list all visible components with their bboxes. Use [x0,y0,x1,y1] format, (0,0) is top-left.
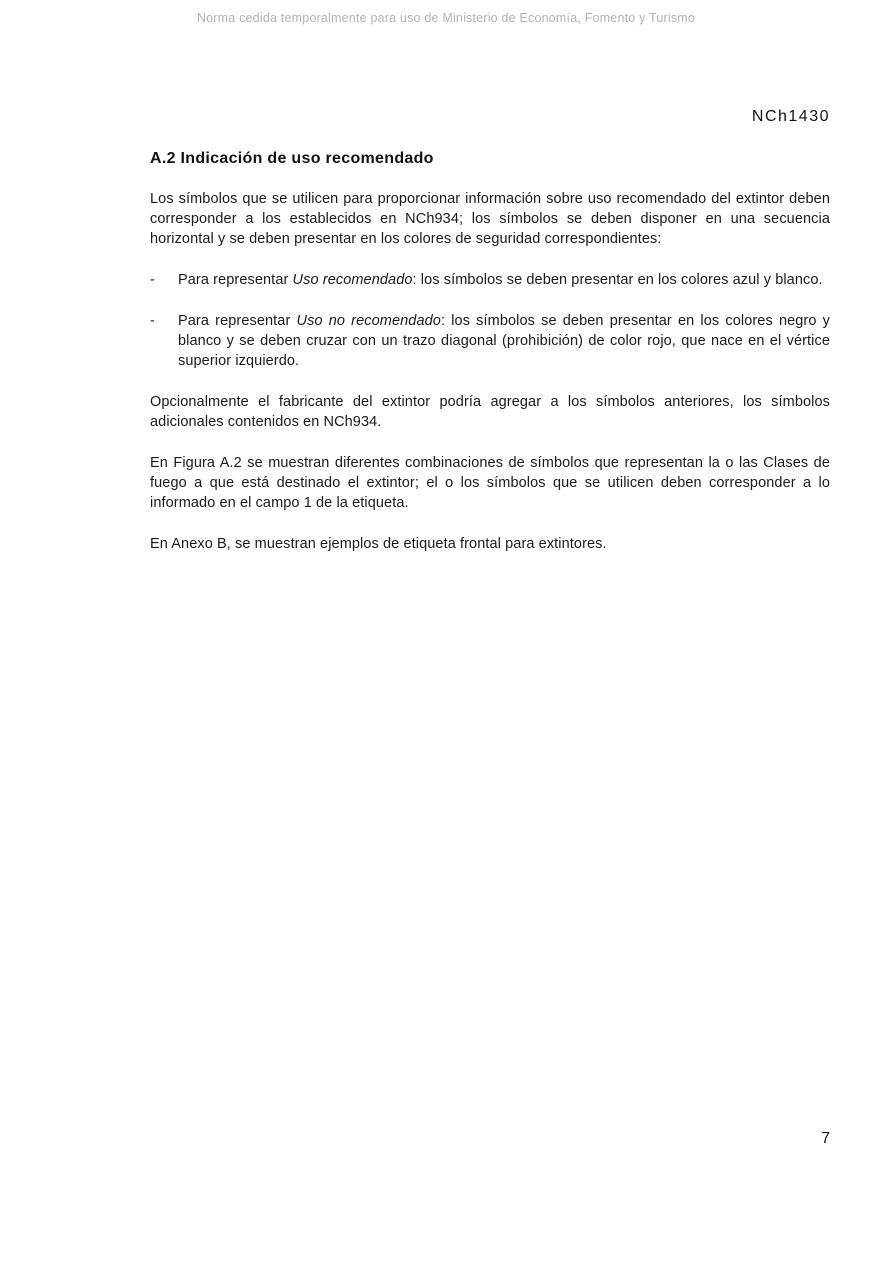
bullet-text-italic: Uso no recomendado [296,313,441,329]
paragraph-optional: Opcionalmente el fabricante del extintor podría agregar a los símbolos anteriores, los símbolos adicionales contenidos en NCh934. [150,394,830,430]
bullet-text-italic: Uso recomendado [292,272,413,288]
watermark-text: Norma cedida temporalmente para uso de Ministerio de Economía, Fomento y Turismo [196,11,696,25]
list-item [150,311,830,371]
list-item [150,270,830,290]
bullet-text-suffix: : los símbolos se deben presentar en los colores azul y blanco. [412,272,823,288]
bullet-list [150,270,830,371]
bullet-dash: - [150,313,155,329]
section-heading: A.2 Indicación de uso recomendado [150,150,434,167]
bullet-text-prefix: Para representar [178,272,293,288]
doc-code: NCh1430 [751,108,830,125]
bullet-dash: - [150,272,155,288]
paragraph-intro: Los símbolos que se utilicen para proporcionar información sobre uso recomendado del extintor deben corresponder a los establecidos en NCh934; los símbolos se deben disponer en una secuencia horizontal y se deben presentar en los colores de seguridad correspondientes: [150,191,830,247]
page-content [150,108,830,554]
bullet-text [178,270,830,290]
page-number: 7 [821,1130,830,1147]
paragraph-annex: En Anexo B, se muestran ejemplos de etiqueta frontal para extintores. [150,536,607,552]
bullet-text-prefix: Para representar [178,313,297,329]
paragraph-figure: En Figura A.2 se muestran diferentes combinaciones de símbolos que representan la o las Clases de fuego a que está destinado el extintor; el o los símbolos que se utilicen deben corresponder a lo informado en el campo 1 de la etiqueta. [150,455,830,511]
bullet-text [178,311,830,371]
bullet-text-suffix: : los símbolos se deben presentar en los colores negro y blanco y se deben cruzar con un trazo diagonal (prohibición) de color rojo, que nace en el vértice superior izquierdo. [178,313,830,369]
